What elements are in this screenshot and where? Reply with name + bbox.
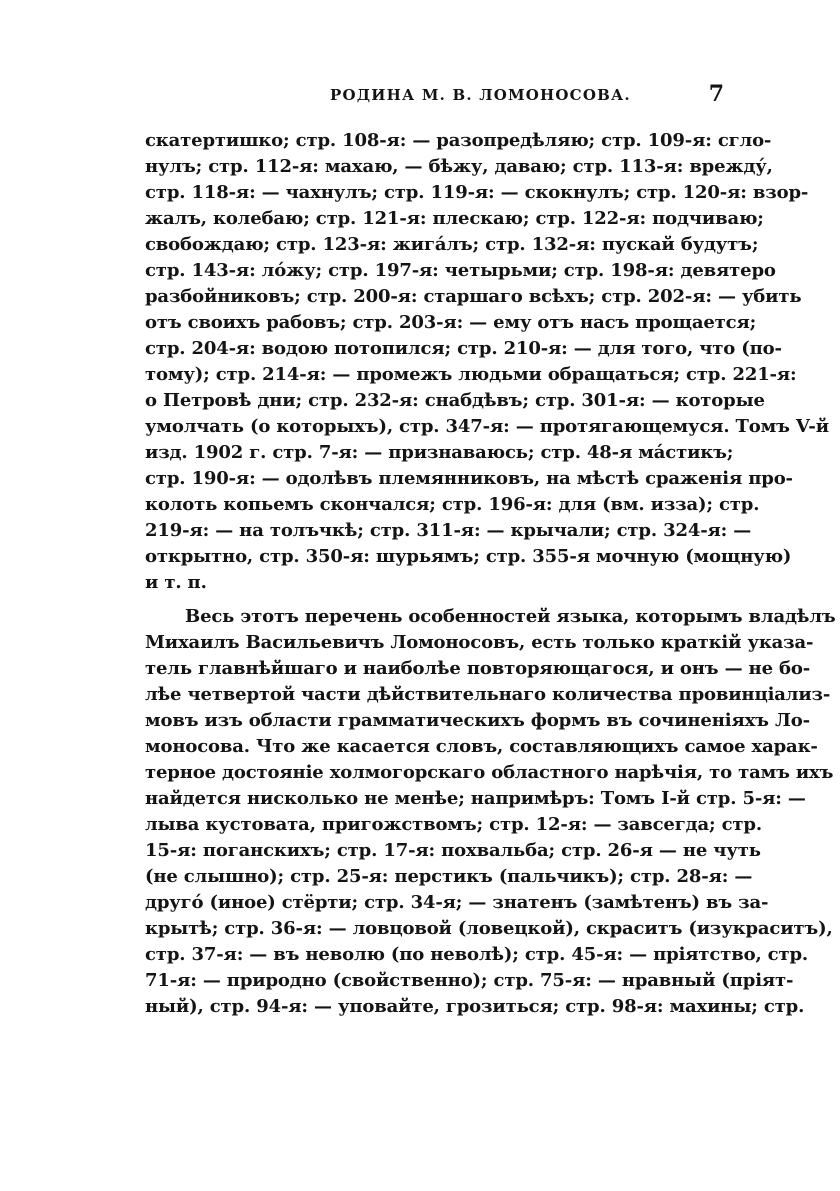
running-title: РОДИНА М. В. ЛОМОНОСОВА. — [330, 86, 631, 104]
text-line: терное достояніе холмогорскаго областного нарѣчія, то тамъ ихъ — [145, 762, 834, 783]
text-line: 15-я: поганскихъ; стр. 17-я: похвальба; стр. 26-я — не чуть — [145, 840, 761, 861]
text-line: изд. 1902 г. стр. 7-я: — признаваюсь; стр. 48-я мáстикъ; — [145, 442, 734, 463]
text-line: ный), стр. 94-я: — уповайте, грозиться; стр. 98-я: махины; стр. — [145, 996, 805, 1017]
text-line: стр. 118-я: — чахнулъ; стр. 119-я: — скокнулъ; стр. 120-я: взор- — [145, 182, 809, 203]
text-line: разбойниковъ; стр. 200-я: старшаго всѣхъ; стр. 202-я: — убить — [145, 286, 802, 307]
text-line: стр. 190-я: — одолѣвъ племянниковъ, на мѣстѣ сраженія про- — [145, 468, 793, 489]
text-line: моносова. Что же касается словъ, составляющихъ самое харак- — [145, 736, 818, 757]
text-line: стр. 37-я: — въ неволю (по неволѣ); стр. 45-я: — пріятство, стр. — [145, 944, 809, 965]
body-text — [145, 128, 836, 1020]
text-line: свобождаю; стр. 123-я: жигáлъ; стр. 132-я: пускай будутъ; — [145, 234, 759, 255]
text-line: крытѣ; стр. 36-я: — ловцовой (ловецкой), скраситъ (изукраситъ), — [145, 918, 833, 939]
text-line: 71-я: — природно (свойственно); стр. 75-я: — нравный (пріят- — [145, 970, 794, 991]
text-line: другó (иное) стёрти; стр. 34-я; — знатенъ (замѣтенъ) въ за- — [145, 892, 769, 913]
text-line: скатертишко; стр. 108-я: — разопредѣляю; стр. 109-я: сгло- — [145, 130, 772, 151]
text-line: (не слышно); стр. 25-я: перстикъ (пальчикъ); стр. 28-я: — — [145, 866, 753, 887]
text-line: умолчать (о которыхъ), стр. 347-я: — протягающемуся. Томъ V-й — [145, 416, 829, 437]
text-line: Весь этотъ перечень особенностей языка, которымъ владѣлъ — [185, 606, 836, 627]
text-line: Михаилъ Васильевичъ Ломоносовъ, есть только краткій указа- — [145, 632, 814, 653]
text-line: колоть копьемъ скончался; стр. 196-я: для (вм. изза); стр. — [145, 494, 760, 515]
text-line: отъ своихъ рабовъ; стр. 203-я: — ему отъ насъ прощается; — [145, 312, 757, 333]
text-line: нулъ; стр. 112-я: махаю, — бѣжу, даваю; стр. 113-я: врежду́, — [145, 156, 773, 177]
text-line: стр. 204-я: водою потопился; стр. 210-я: — для того, что (по- — [145, 338, 782, 359]
running-head — [140, 81, 730, 110]
text-line: 219-я: — на толъчкѣ; стр. 311-я: — крычали; стр. 324-я: — — [145, 520, 752, 541]
text-line: мовъ изъ области грамматическихъ формъ въ сочиненіяхъ Ло- — [145, 710, 810, 731]
text-line: и т. п. — [145, 572, 207, 593]
text-line: лыва кустовата, пригожствомъ; стр. 12-я: — завсегда; стр. — [145, 814, 762, 835]
text-line: стр. 143-я: лóжу; стр. 197-я: четырьми; стр. 198-я: девятеро — [145, 260, 776, 281]
paragraph-gap — [145, 596, 725, 604]
paragraph-2 — [145, 604, 836, 1020]
text-line: тому); стр. 214-я: — промежъ людьми обращаться; стр. 221-я: — [145, 364, 797, 385]
text-line: найдется нисколько не менѣе; напримѣръ: Томъ I-й стр. 5-я: — — [145, 788, 806, 809]
text-line: лѣе четвертой части дѣйствительнаго количества провинціализ- — [145, 684, 831, 705]
text-line: жалъ, колебаю; стр. 121-я: плескаю; стр. 122-я: подчиваю; — [145, 208, 764, 229]
paragraph-1 — [145, 128, 829, 596]
text-line: открытно, стр. 350-я: шурьямъ; стр. 355-я мочную (мощную) — [145, 546, 792, 567]
text-line: тель главнѣйшаго и наиболѣе повторяющагося, и онъ — не бо- — [145, 658, 811, 679]
page-number: 7 — [708, 81, 724, 107]
text-line: о Петровѣ дни; стр. 232-я: снабдѣвъ; стр. 301-я: — которые — [145, 390, 765, 411]
